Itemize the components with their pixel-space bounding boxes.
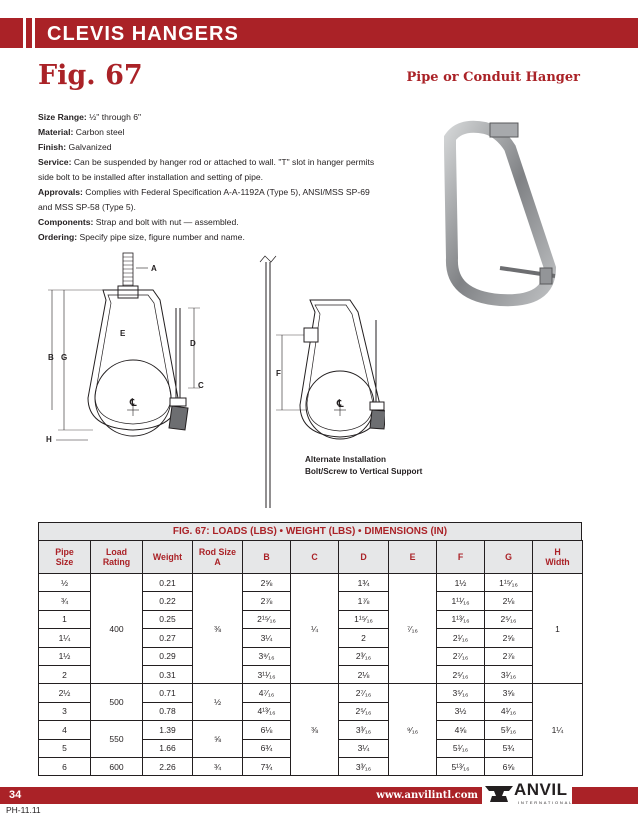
cell-g: 2⅛: [485, 592, 533, 610]
dim-label-b: B: [48, 353, 54, 362]
cell-b: 2¹⁵⁄₁₆: [243, 610, 291, 628]
cell-f: 1½: [437, 574, 485, 592]
cell-b: 4⁷⁄₁₆: [243, 684, 291, 702]
cell-d: 2⅛: [339, 665, 389, 683]
cell-g: 4¹⁄₁₆: [485, 702, 533, 720]
table-header-row: [39, 541, 583, 574]
loads-dimensions-table-container: [38, 522, 582, 776]
dim-label-f: F: [276, 369, 281, 378]
header-b: B: [243, 541, 291, 574]
alternate-installation-caption: [305, 454, 455, 478]
cell-weight: 1.39: [143, 721, 193, 739]
cell-weight: 0.22: [143, 592, 193, 610]
cell-e: ⁹⁄₁₆: [389, 684, 437, 776]
cell-pipe: 2½: [39, 684, 91, 702]
cell-weight: 0.29: [143, 647, 193, 665]
header-h-width: H Width: [533, 541, 583, 574]
dim-label-c: C: [198, 381, 204, 390]
cell-rod: ⅝: [193, 721, 243, 758]
cell-weight: 1.66: [143, 739, 193, 757]
spec-value: ½" through 6": [86, 112, 142, 122]
hanger-dimension-drawing: [38, 248, 238, 448]
cell-rod: ⅜: [193, 574, 243, 684]
header-g: G: [485, 541, 533, 574]
cell-d: 3³⁄₁₆: [339, 757, 389, 775]
cell-f: 4⅝: [437, 721, 485, 739]
cell-b: 2⅝: [243, 574, 291, 592]
cell-d: 3³⁄₁₆: [339, 721, 389, 739]
dim-label-a: A: [151, 264, 157, 273]
cell-d: 2: [339, 629, 389, 647]
spec-label: Ordering:: [38, 232, 78, 242]
cell-pipe: 2: [39, 665, 91, 683]
document-code: PH-11.11: [6, 805, 41, 815]
figure-subtitle: Pipe or Conduit Hanger: [406, 70, 580, 85]
spec-value: Carbon steel: [73, 127, 125, 137]
spec-list: [38, 110, 383, 245]
table-row: [39, 574, 583, 592]
cell-b: 6¾: [243, 739, 291, 757]
cell-f: 3½: [437, 702, 485, 720]
cell-weight: 0.71: [143, 684, 193, 702]
cell-pipe: 1¼: [39, 629, 91, 647]
cell-f: 5¹³⁄₁₆: [437, 757, 485, 775]
cell-d: 2³⁄₁₆: [339, 647, 389, 665]
cell-g: 3¹⁄₁₆: [485, 665, 533, 683]
cell-pipe: 1: [39, 610, 91, 628]
cell-b: 3⁹⁄₁₆: [243, 647, 291, 665]
cell-rod: ½: [193, 684, 243, 721]
cell-g: 2⅞: [485, 647, 533, 665]
cell-e: ⁷⁄₁₆: [389, 574, 437, 684]
header-load-rating: Load Rating: [91, 541, 143, 574]
cell-c: ⅜: [291, 684, 339, 776]
table-row: [39, 684, 583, 702]
header-stripe: [23, 18, 26, 48]
cell-pipe: ½: [39, 574, 91, 592]
website-link[interactable]: www.anvilintl.com: [376, 790, 478, 801]
spec-label: Approvals:: [38, 187, 83, 197]
centerline-symbol: ℄: [130, 398, 137, 409]
cell-f: 1¹³⁄₁₆: [437, 610, 485, 628]
spec-material: [38, 125, 383, 140]
cell-f: 3⁵⁄₁₆: [437, 684, 485, 702]
spec-label: Size Range:: [38, 112, 87, 122]
cell-d: 1⅞: [339, 592, 389, 610]
header-weight: Weight: [143, 541, 193, 574]
header-stripe: [32, 18, 35, 48]
cell-load: 400: [91, 574, 143, 684]
spec-label: Finish:: [38, 142, 67, 152]
centerline-symbol: ℄: [337, 399, 344, 410]
section-title: CLEVIS HANGERS: [47, 23, 239, 45]
spec-value: Strap and bolt with nut — assembled.: [93, 217, 239, 227]
dim-label-h: H: [46, 435, 52, 444]
cell-f: 5¹⁄₁₆: [437, 739, 485, 757]
spec-size-range: [38, 110, 383, 125]
spec-value: Complies with Federal Specification A-A-1192A (Type 5), ANSI/MSS SP-69 and MSS SP-58 (Type 5).: [38, 187, 370, 212]
cell-g: 2⁵⁄₁₆: [485, 610, 533, 628]
header-e: E: [389, 541, 437, 574]
cell-pipe: 6: [39, 757, 91, 775]
header-f: F: [437, 541, 485, 574]
cell-pipe: 1½: [39, 647, 91, 665]
cell-load: 500: [91, 684, 143, 721]
spec-label: Components:: [38, 217, 94, 227]
spec-approvals: [38, 185, 383, 215]
cell-pipe: ¾: [39, 592, 91, 610]
cell-d: 1¹⁵⁄₁₆: [339, 610, 389, 628]
dim-label-e: E: [120, 329, 126, 338]
cell-f: 2⁵⁄₁₆: [437, 665, 485, 683]
cell-d: 3¼: [339, 739, 389, 757]
header-pipe-size: Pipe Size: [39, 541, 91, 574]
cell-g: 2⅝: [485, 629, 533, 647]
cell-rod: ¾: [193, 757, 243, 775]
brand-logo: ANVIL: [514, 780, 568, 799]
cell-h: 1: [533, 574, 583, 684]
header-rod-size: Rod Size A: [193, 541, 243, 574]
cell-load: 550: [91, 721, 143, 758]
cell-g: 6⅝: [485, 757, 533, 775]
header-c: C: [291, 541, 339, 574]
cell-d: 2⁷⁄₁₆: [339, 684, 389, 702]
cell-weight: 0.21: [143, 574, 193, 592]
cell-b: 3¹¹⁄₁₆: [243, 665, 291, 683]
cell-pipe: 4: [39, 721, 91, 739]
anvil-icon: [484, 782, 514, 806]
cell-f: 2⁷⁄₁₆: [437, 647, 485, 665]
cell-weight: 0.27: [143, 629, 193, 647]
cell-f: 2¹⁄₁₆: [437, 629, 485, 647]
cell-pipe: 5: [39, 739, 91, 757]
dim-label-d: D: [190, 339, 196, 348]
cell-g: 5³⁄₁₆: [485, 721, 533, 739]
cell-b: 2⅞: [243, 592, 291, 610]
cell-weight: 0.31: [143, 665, 193, 683]
brand-logo-subtitle: INTERNATIONAL: [518, 800, 574, 805]
cell-h: 1¼: [533, 684, 583, 776]
cell-g: 5¾: [485, 739, 533, 757]
cell-f: 1¹¹⁄₁₆: [437, 592, 485, 610]
caption-line: Bolt/Screw to Vertical Support: [305, 467, 423, 476]
cell-pipe: 3: [39, 702, 91, 720]
spec-components: [38, 215, 383, 230]
spec-label: Material:: [38, 127, 74, 137]
header-d: D: [339, 541, 389, 574]
cell-b: 7¾: [243, 757, 291, 775]
cell-b: 3¼: [243, 629, 291, 647]
cell-weight: 0.25: [143, 610, 193, 628]
cell-c: ¼: [291, 574, 339, 684]
table-title: FIG. 67: LOADS (LBS) • WEIGHT (LBS) • DIMENSIONS (IN): [38, 522, 582, 540]
spec-label: Service:: [38, 157, 72, 167]
cell-g: 3⅝: [485, 684, 533, 702]
cell-d: 1¾: [339, 574, 389, 592]
cell-weight: 2.26: [143, 757, 193, 775]
caption-line: Alternate Installation: [305, 455, 386, 464]
cell-weight: 0.78: [143, 702, 193, 720]
cell-load: 600: [91, 757, 143, 775]
cell-g: 1¹⁵⁄₁₆: [485, 574, 533, 592]
page-number: 34: [9, 789, 22, 801]
figure-title: Fig. 67: [38, 60, 143, 91]
spec-finish: [38, 140, 383, 155]
spec-value: Specify pipe size, figure number and name.: [77, 232, 245, 242]
spec-value: Galvanized: [66, 142, 112, 152]
loads-dimensions-table: [38, 540, 583, 776]
hanger-product-image: [390, 118, 590, 308]
spec-value: Can be suspended by hanger rod or attached to wall. "T" slot in hanger permits side bolt to be installed after installation and setting of pipe.: [38, 157, 375, 182]
cell-b: 6⅛: [243, 721, 291, 739]
cell-d: 2⁵⁄₁₆: [339, 702, 389, 720]
spec-service: [38, 155, 383, 185]
dim-label-g: G: [61, 353, 68, 362]
cell-b: 4¹³⁄₁₆: [243, 702, 291, 720]
